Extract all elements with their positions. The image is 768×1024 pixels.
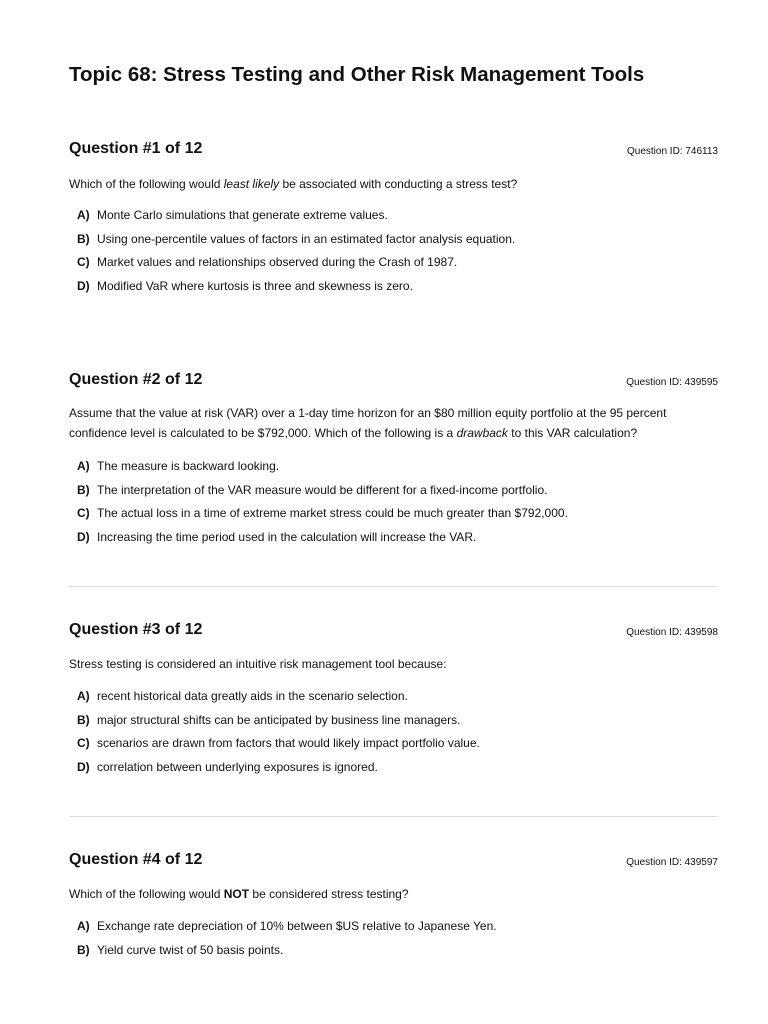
answer-choice[interactable] xyxy=(77,231,718,255)
choice-letter: C) xyxy=(77,506,90,521)
question-heading: Question #2 of 12 xyxy=(69,371,203,388)
question-heading: Question #1 of 12 xyxy=(69,140,203,157)
choice-text: major structural shifts can be anticipated by business line managers. xyxy=(97,712,461,727)
question-3 xyxy=(69,621,718,775)
question-1 xyxy=(69,140,718,294)
choice-text: The actual loss in a time of extreme market stress could be much greater than $792,000. xyxy=(97,506,568,521)
question-emphasis: drawback xyxy=(456,426,508,440)
question-4 xyxy=(69,851,718,957)
choice-text: scenarios are drawn from factors that would likely impact portfolio value. xyxy=(97,736,480,751)
question-header xyxy=(69,371,718,393)
choice-letter: D) xyxy=(77,760,90,775)
choice-letter: C) xyxy=(77,255,90,270)
choice-letter: A) xyxy=(77,689,90,703)
question-text: Which of the following would least likely be associated with conducting a stress test? xyxy=(69,177,518,191)
answer-choice[interactable] xyxy=(77,207,718,231)
answer-choices xyxy=(77,688,718,783)
question-header xyxy=(69,621,718,643)
question-strong: NOT xyxy=(223,887,250,901)
answer-choice[interactable] xyxy=(77,735,718,759)
choice-letter: D) xyxy=(77,279,90,294)
answer-choice[interactable] xyxy=(77,759,718,783)
question-text: Which of the following would NOT be considered stress testing? xyxy=(69,887,409,901)
question-text: Assume that the value at risk (VAR) over a 1-day time horizon for an $80 million equity portfolio at the 95 percent confidence level is calculated to be $792,000. Which of the following is a drawback to this VAR calculation? xyxy=(69,406,667,440)
choice-text: correlation between underlying exposures is ignored. xyxy=(97,760,378,775)
choice-text: recent historical data greatly aids in the scenario selection. xyxy=(97,689,408,703)
page-title: Topic 68: Stress Testing and Other Risk Management Tools xyxy=(69,63,645,86)
question-id: Question ID: 746113 xyxy=(627,146,718,157)
question-emphasis: least likely xyxy=(223,177,280,191)
choice-text: Using one-percentile values of factors in an estimated factor analysis equation. xyxy=(97,231,516,246)
answer-choices xyxy=(77,458,718,553)
choice-letter: A) xyxy=(77,919,90,933)
answer-choice[interactable] xyxy=(77,254,718,278)
choice-text: Increasing the time period used in the calculation will increase the VAR. xyxy=(97,530,477,545)
question-heading: Question #4 of 12 xyxy=(69,851,203,868)
choice-letter: C) xyxy=(77,736,90,751)
question-header xyxy=(69,851,718,873)
answer-choice[interactable] xyxy=(77,942,718,966)
answer-choice[interactable] xyxy=(77,712,718,736)
answer-choice[interactable] xyxy=(77,482,718,506)
choice-text: Market values and relationships observed during the Crash of 1987. xyxy=(97,255,458,270)
question-heading: Question #3 of 12 xyxy=(69,621,203,638)
answer-choices xyxy=(77,207,718,302)
answer-choice[interactable] xyxy=(77,918,718,942)
choice-letter: B) xyxy=(77,482,90,497)
question-header xyxy=(69,140,718,162)
choice-text: Exchange rate depreciation of 10% between $US relative to Japanese Yen. xyxy=(97,919,497,933)
question-2 xyxy=(69,371,718,545)
answer-choice[interactable] xyxy=(77,505,718,529)
answer-choices xyxy=(77,918,718,965)
section-divider xyxy=(69,816,718,817)
answer-choice[interactable] xyxy=(77,278,718,302)
section-divider xyxy=(69,586,718,587)
answer-choice[interactable] xyxy=(77,458,718,482)
choice-letter: A) xyxy=(77,208,90,222)
choice-letter: B) xyxy=(77,231,90,246)
choice-text: The measure is backward looking. xyxy=(97,459,280,473)
question-text: Stress testing is considered an intuitive risk management tool because: xyxy=(69,657,447,671)
question-id: Question ID: 439598 xyxy=(626,627,718,638)
question-id: Question ID: 439595 xyxy=(626,377,718,388)
choice-letter: D) xyxy=(77,530,90,545)
choice-text: Monte Carlo simulations that generate extreme values. xyxy=(97,208,388,222)
answer-choice[interactable] xyxy=(77,529,718,553)
question-id: Question ID: 439597 xyxy=(626,857,718,868)
choice-text: Modified VaR where kurtosis is three and skewness is zero. xyxy=(97,279,413,294)
choice-text: Yield curve twist of 50 basis points. xyxy=(97,942,284,957)
choice-letter: B) xyxy=(77,712,90,727)
choice-letter: A) xyxy=(77,459,90,473)
choice-text: The interpretation of the VAR measure would be different for a fixed-income portfolio. xyxy=(97,482,548,497)
choice-letter: B) xyxy=(77,942,90,957)
answer-choice[interactable] xyxy=(77,688,718,712)
